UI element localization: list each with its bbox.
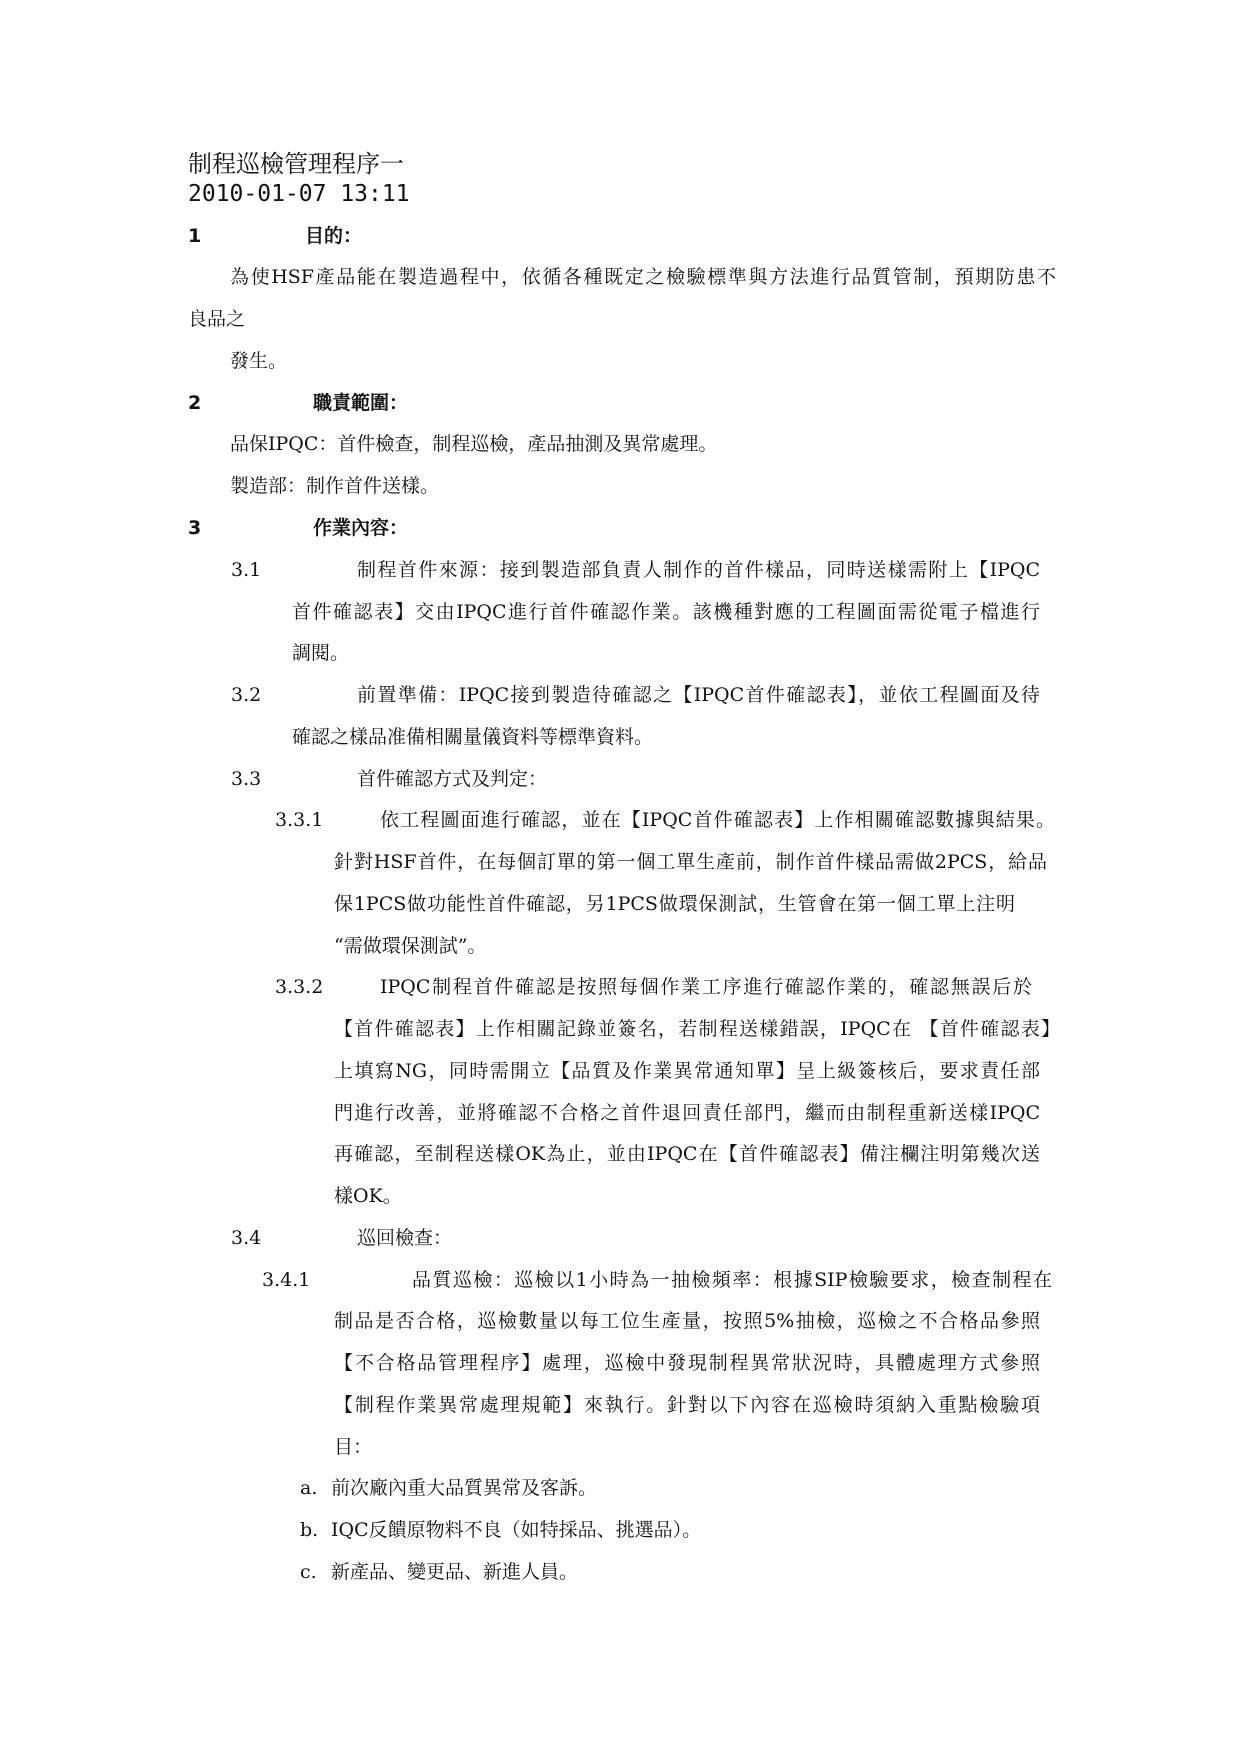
section-3-3-1-line-3: 保1PCS做功能性首件確認，另1PCS做環保測試，生管會在第一個工單上注明 (334, 893, 1015, 915)
list-item-b-marker: b. (300, 1519, 319, 1541)
section-3-4-1-line-5: 目： (334, 1436, 373, 1458)
section-3-4-line-1: 巡回檢查： (357, 1227, 453, 1249)
section-3-4-1-line-1: 品質巡檢：巡檢以1小時為一抽檢頻率：根據SIP檢驗要求，檢查制程在 (412, 1269, 1052, 1291)
section-1-line-2: 良品之 (188, 308, 246, 330)
document-title: 制程巡檢管理程序一 (188, 150, 404, 178)
section-3-1-number: 3.1 (231, 559, 262, 581)
section-3-1-line-1: 制程首件來源：接到製造部負責人制作的首件樣品，同時送樣需附上【IPQC (357, 559, 1040, 581)
section-2-line-2: 製造部：制作首件送樣。 (230, 475, 440, 497)
section-3-3-1-line-1: 依工程圖面進行確認，並在【IPQC首件確認表】上作相關確認數據與結果。 (380, 809, 1055, 831)
section-3-3-2-line-6: 樣OK。 (334, 1185, 402, 1207)
section-3-2-line-2: 確認之樣品准備相關量儀資料等標準資料。 (292, 726, 654, 748)
section-3-3-2-line-3: 上填寫NG，同時需開立【品質及作業異常通知單】呈上級簽核后，要求責任部 (334, 1060, 1040, 1082)
section-3-3-2-number: 3.3.2 (275, 976, 324, 998)
section-3-4-number: 3.4 (231, 1227, 262, 1249)
section-3-4-1-line-4: 【制程作業異常處理規範】來執行。針對以下內容在巡檢時須納入重點檢驗項 (334, 1394, 1040, 1416)
section-3-3-2-line-2: 【首件確認表】上作相關記錄並簽名，若制程送樣錯誤，IPQC在 【首件確認表】 (334, 1018, 1060, 1040)
section-3-1-line-3: 調閱。 (292, 642, 350, 664)
section-3-heading: 作業內容： (313, 517, 409, 539)
section-3-3-number: 3.3 (231, 768, 262, 790)
section-3-4-1-line-2: 制品是否合格，巡檢數量以每工位生產量，按照5%抽檢，巡檢之不合格品參照 (334, 1310, 1040, 1332)
section-3-4-1-number: 3.4.1 (262, 1269, 311, 1291)
section-3-3-line-1: 首件確認方式及判定： (357, 768, 548, 790)
list-item-c-marker: c. (300, 1561, 317, 1583)
section-3-3-1-line-4: “需做環保測試”。 (334, 935, 487, 957)
section-2-heading: 職責範圍： (313, 392, 409, 414)
list-item-a-text: 前次廠內重大品質異常及客訴。 (331, 1477, 598, 1499)
section-3-1-line-2: 首件確認表】交由IPQC進行首件確認作業。該機種對應的工程圖面需從電子檔進行 (292, 601, 1040, 623)
section-1-heading: 目的： (305, 225, 363, 247)
section-3-2-number: 3.2 (231, 684, 262, 706)
section-3-3-2-line-1: IPQC制程首件確認是按照每個作業工序進行確認作業的，確認無誤后於 (380, 976, 1032, 998)
section-3-3-1-line-2: 針對HSF首件，在每個訂單的第一個工單生產前，制作首件樣品需做2PCS，給品 (334, 851, 1047, 873)
section-3-2-line-1: 前置準備：IPQC接到製造待確認之【IPQC首件確認表】，並依工程圖面及待 (357, 684, 1040, 706)
section-3-number: 3 (188, 517, 202, 539)
section-3-3-1-number: 3.3.1 (275, 809, 324, 831)
section-3-3-2-line-4: 門進行改善，並將確認不合格之首件退回責任部門，繼而由制程重新送樣IPQC (334, 1102, 1040, 1124)
section-1-line-1: 為使HSF產品能在製造過程中，依循各種既定之檢驗標準與方法進行品質管制，預期防患不 (230, 266, 1056, 288)
list-item-c-text: 新產品、變更品、新進人員。 (331, 1561, 579, 1583)
section-2-line-1: 品保IPQC：首件檢查，制程巡檢，產品抽測及異常處理。 (230, 433, 718, 455)
section-2-number: 2 (188, 392, 202, 414)
section-3-3-2-line-5: 再確認，至制程送樣OK為止，並由IPQC在【首件確認表】備注欄注明第幾次送 (334, 1143, 1040, 1165)
document-datetime: 2010-01-07 13:11 (188, 181, 410, 207)
section-1-line-3: 發生。 (230, 350, 288, 372)
list-item-a-marker: a. (300, 1477, 318, 1499)
section-3-4-1-line-3: 【不合格品管理程序】處理，巡檢中發現制程異常狀況時，具體處理方式參照 (334, 1352, 1040, 1374)
section-1-number: 1 (188, 225, 202, 247)
list-item-b-text: IQC反饋原物料不良（如特採品、挑選品）。 (331, 1519, 702, 1541)
